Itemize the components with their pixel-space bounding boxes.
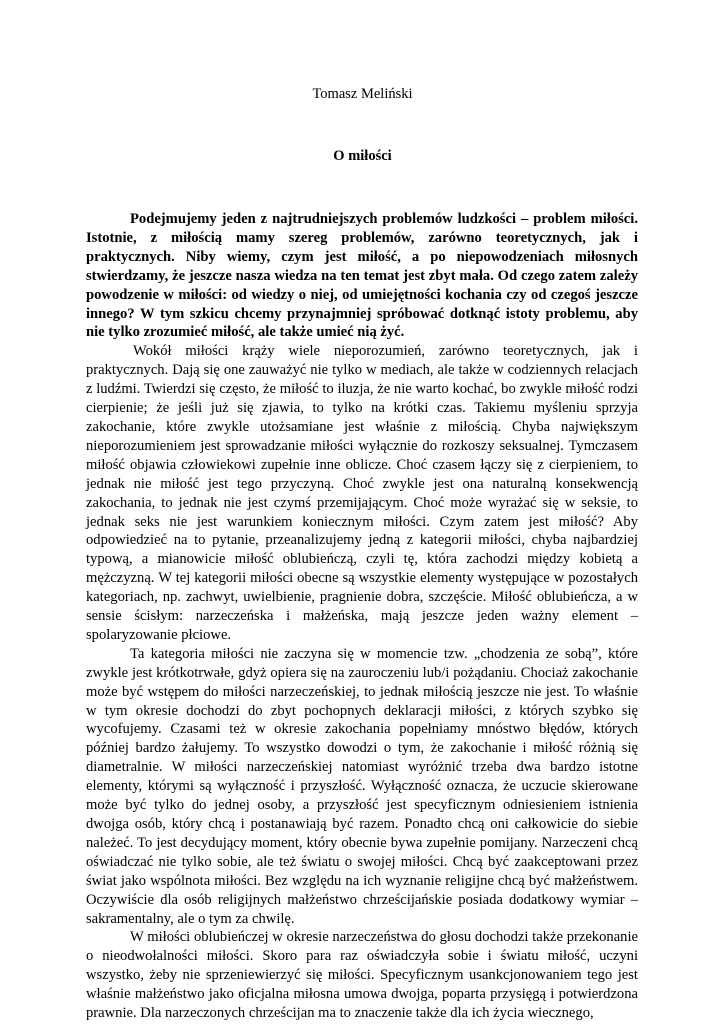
author-name: Tomasz Meliński [312, 86, 413, 102]
lead-paragraph: Podejmujemy jeden z najtrudniejszych problemów ludzkości – problem miłości. Istotnie, z miłością mamy szereg problemów, zarówno teoretycznych, jak i praktycznych. Niby wiemy, czym jest miłość, a po niepowodzeniach miłosnych stwierdzamy, że jeszcze nasza wiedza na ten temat jest zbyt mała. Od czego zatem zależy powodzenie w miłości: od wiedzy o niej, od umiejętności kochania czy od czegoś jeszcze innego? W tym szkicu chcemy przynajmniej spróbować dotknąć istoty problemu, aby nie tylko zrozumieć miłość, ale także umieć nią żyć. [86, 211, 638, 341]
body-paragraph: Ta kategoria miłości nie zaczyna się w momencie tzw. „chodzenia ze sobą”, które zwykle jest krótkotrwałe, gdyż opiera się na zauroczeniu lub/i pożądaniu. Chociaż zakochanie może być wstępem do miłości narzeczeńskiej, to jednak miłością jeszcze nie jest. To właśnie w tym okresie dochodzi do zbyt pochopnych deklaracji miłości, z których szybko się wycofujemy. Czasami też w okresie zakochania popełniamy mnóstwo błędów, których później bardzo żałujemy. To wszystko dowodzi o tym, że zakochanie i miłość różnią się diametralnie. W miłości narzeczeńskiej natomiast wyróżnić trzeba dwa bardzo istotne elementy, którymi są wyłączność i przyszłość. Wyłączność oznacza, że uczucie skierowane może być tylko do jednej osoby, a przyszłość jest specyficznym odniesieniem istnienia dwojga osób, który chcą i postanawiają być razem. Ponadto chcą oni całkowicie do siebie należeć. To jest decydujący moment, który obecnie bywa zupełnie pomijany. Narzeczeni chcą oświadczać nie tylko sobie, ale też światu o swojej miłości. Chcą być zaakceptowani przez świat jako wspólnota miłości. Bez względu na ich wyznanie religijne chcą być małżeństwem. Oczywiście dla osób religijnych małżeństwo chrześcijańskie posiada dodatkowy wymiar – sakramentalny, ale o tym za chwilę. [86, 645, 638, 927]
document-body [86, 210, 638, 1023]
body-paragraph: Wokół miłości krąży wiele nieporozumień, zarówno teoretycznych, jak i praktycznych. Dają się one zauważyć nie tylko w mediach, ale także w codziennych relacjach z ludźmi. Twierdzi się często, że miłość to iluzja, że nie warto kochać, bo zwykle miłość rodzi cierpienie; że jeśli już się zjawia, to tylko na krótki czas. Takiemu myśleniu sprzyja zakochanie, które zwykle utożsamiane jest właśnie z miłością. Chyba największym nieporozumieniem jest sprowadzanie miłości wyłącznie do rozkoszy seksualnej. Tymczasem miłość objawia człowiekowi zupełnie inne oblicze. Choć czasem łączy się z cierpieniem, to jednak nie miłość jest tego przyczyną. Choć zwykle jest ona naturalną konsekwencją zakochania, to jednak nie jest czymś przemijającym. Choć może wyrażać się w seksie, to jednak seks nie jest warunkiem koniecznym miłości. Czym zatem jest miłość? Aby odpowiedzieć na to pytanie, przeanalizujemy jedną z kategorii miłości, chyba najbardziej typową, a mianowicie miłość oblubieńczą, czyli tę, która zachodzi między kobietą a mężczyzną. W tej kategorii miłości obecne są wszystkie elementy występujące w pozostałych kategoriach, np. zachwyt, uwielbienie, pragnienie dobra, szczęście. Miłość oblubieńcza, a w sensie ścisłym: narzeczeńska i małżeńska, mają jeszcze jeden ważny element – spolaryzowanie płciowe. [86, 343, 638, 643]
document-title: O miłości [333, 148, 392, 164]
body-paragraph: W miłości oblubieńczej w okresie narzeczeństwa do głosu dochodzi także przekonanie o nieodwołalności miłości. Skoro para raz oświadczyła sobie i światu miłość, uczyni wszystko, żeby nie sprzeniewierzyć się miłości. Specyficznym usankcjonowaniem tego jest właśnie małżeństwo jako oficjalna miłosna umowa dwojga, poparta przysięgą i potwierdzona prawnie. Dla narzeczonych chrześcijan ma to znaczenie także dla ich życia wiecznego, [86, 929, 638, 1022]
